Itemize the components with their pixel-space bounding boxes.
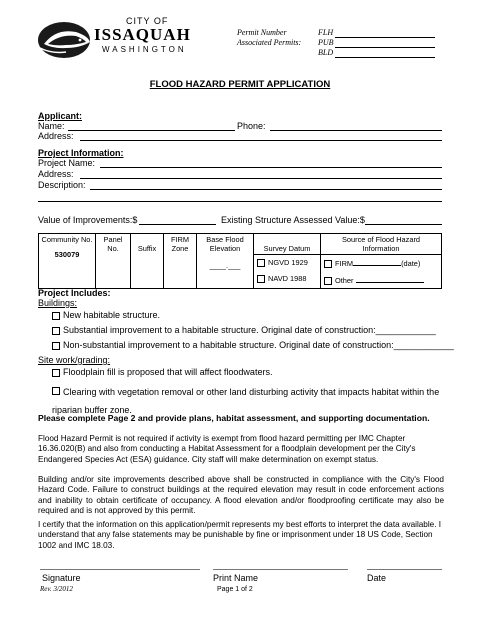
- building-option-substantial[interactable]: [52, 325, 436, 336]
- logo-city-of: CITY OF: [126, 16, 169, 26]
- permit-code-bld-field[interactable]: [335, 57, 435, 58]
- suffix-header: Suffix: [137, 244, 157, 253]
- clearing-checkbox[interactable]: [52, 387, 60, 395]
- structure-value-field[interactable]: [365, 224, 442, 225]
- permit-code-flh-field[interactable]: [335, 37, 435, 38]
- datum-option-navd[interactable]: [257, 274, 317, 283]
- suffix-cell[interactable]: [131, 234, 164, 289]
- firm-date-field[interactable]: [353, 258, 401, 266]
- survey-datum-header: Survey Datum: [263, 244, 311, 253]
- project-includes-heading: Project Includes:: [38, 288, 111, 298]
- page-number: Page 1 of 2: [217, 586, 253, 593]
- other-source-field[interactable]: [356, 275, 424, 283]
- project-name-label: Project Name:: [38, 158, 96, 168]
- print-name-field[interactable]: [213, 569, 348, 570]
- applicant-phone-field[interactable]: [270, 130, 442, 131]
- other-checkbox[interactable]: [324, 277, 332, 285]
- permit-number-label: Permit Number: [237, 28, 287, 37]
- new-structure-checkbox[interactable]: [52, 312, 60, 320]
- logo-city-name: ISSAQUAH: [94, 25, 191, 44]
- firm-zone-cell[interactable]: [164, 234, 197, 289]
- substantial-label: Substantial improvement to a habitable structure. Original date of construction:____________: [63, 325, 436, 335]
- navd-label: NAVD 1988: [268, 274, 307, 284]
- panel-cell[interactable]: [96, 234, 131, 289]
- compliance-paragraph: Building and/or site improvements described above shall be constructed in compliance with the City's Flood Hazard Code. Failure to construct buildings at the required elevation may result in code enforcement actions and inability to obtain certificate of occupancy. A flood elevation and/or floodproofing certificate may also be required and is not approved by this permit.: [38, 475, 444, 516]
- datum-option-ngvd[interactable]: [257, 258, 317, 267]
- buildings-label: Buildings:: [38, 298, 78, 308]
- fill-label: Floodplain fill is proposed that will affect floodwaters.: [63, 367, 273, 377]
- base-flood-value: ____.___: [209, 261, 241, 270]
- panel-header: Panel No.: [103, 235, 123, 253]
- project-description-field-2[interactable]: [38, 201, 442, 202]
- revision-label: Rev. 3/2012: [40, 585, 73, 593]
- permit-code-flh: FLH: [318, 28, 334, 37]
- fish-logo-icon: [36, 18, 96, 62]
- exemption-paragraph: Flood Hazard Permit is not required if activity is exempt from flood hazard permitting per IMC Chapter 16.36.020(B) and also from conducting a Habitat Assessment for a floodplain development per the City's Endangered Species Act (ESA) guidance. City staff will make determination on exempt status.: [38, 434, 416, 464]
- community-header: Community No.: [41, 235, 93, 244]
- firm-label: FIRM: [335, 259, 354, 268]
- improvements-value-field[interactable]: [139, 224, 216, 225]
- firm-date-label: (date): [401, 259, 421, 268]
- fill-checkbox[interactable]: [52, 369, 60, 377]
- community-cell: [39, 234, 96, 289]
- community-number: 530079: [54, 250, 80, 259]
- city-logo: [36, 16, 206, 66]
- clearing-label: Clearing with vegetation removal or other land disturbing activity that impacts habitat within the riparian buffer zone.: [52, 387, 440, 415]
- source-header: Source of Flood Hazard Information: [341, 235, 421, 253]
- applicant-phone-label: Phone:: [237, 121, 266, 131]
- building-option-new[interactable]: [52, 310, 160, 321]
- ngvd-label: NGVD 1929: [268, 258, 308, 267]
- applicant-name-label: Name:: [38, 121, 65, 131]
- nonsubstantial-label: Non-substantial improvement to a habitable structure. Original date of construction:____________: [63, 340, 454, 350]
- project-address-field[interactable]: [80, 178, 442, 179]
- page-title: FLOOD HAZARD PERMIT APPLICATION: [149, 79, 331, 90]
- applicant-address-label: Address:: [38, 131, 74, 141]
- signature-label: Signature: [42, 573, 81, 583]
- project-name-field[interactable]: [100, 167, 442, 168]
- survey-datum-header-cell: [254, 234, 321, 255]
- base-flood-cell[interactable]: [197, 234, 254, 289]
- applicant-name-field[interactable]: [68, 130, 235, 131]
- applicant-address-field[interactable]: [80, 140, 442, 141]
- permit-code-bld: BLD: [318, 48, 334, 57]
- notice-text: Please complete Page 2 and provide plans, habitat assessment, and supporting documentation.: [38, 413, 430, 423]
- substantial-checkbox[interactable]: [52, 327, 60, 335]
- source-option-other[interactable]: [324, 275, 438, 285]
- date-field[interactable]: [367, 569, 442, 570]
- project-description-label: Description:: [38, 180, 86, 190]
- new-structure-label: New habitable structure.: [63, 310, 161, 320]
- building-option-nonsubstantial[interactable]: [52, 340, 454, 351]
- flood-source-table: [38, 233, 442, 289]
- applicant-heading: Applicant:: [38, 111, 82, 121]
- permit-code-pub-field[interactable]: [335, 47, 435, 48]
- date-label: Date: [367, 573, 387, 583]
- signature-field[interactable]: [40, 569, 200, 570]
- firm-zone-header: FIRM Zone: [170, 235, 190, 253]
- source-option-firm[interactable]: [324, 258, 438, 268]
- firm-checkbox[interactable]: [324, 260, 332, 268]
- improvements-value-label: Value of Improvements:$: [38, 215, 138, 225]
- certification-paragraph: I certify that the information on this application/permit represents my best efforts to interpret the data available. I understand that any false statements may be punishable by fine or imprisonment under 18 US Code, Section 1002 and IMC 18.03.: [38, 520, 442, 550]
- site-work-label: Site work/grading:: [38, 355, 111, 365]
- project-address-label: Address:: [38, 169, 74, 179]
- nonsubstantial-checkbox[interactable]: [52, 342, 60, 350]
- source-options-cell: [321, 255, 442, 289]
- logo-state: WASHINGTON: [102, 45, 187, 54]
- ngvd-checkbox[interactable]: [257, 259, 265, 267]
- navd-checkbox[interactable]: [257, 275, 265, 283]
- project-info-heading: Project Information:: [38, 148, 124, 158]
- print-name-label: Print Name: [213, 573, 259, 583]
- other-label: Other: [335, 276, 354, 286]
- structure-value-label: Existing Structure Assessed Value:$: [221, 215, 365, 225]
- source-header-cell: [321, 234, 442, 255]
- project-description-field-1[interactable]: [90, 189, 442, 190]
- associated-permits-label: Associated Permits:: [237, 38, 302, 47]
- site-option-fill[interactable]: [52, 367, 272, 378]
- permit-code-pub: PUB: [318, 38, 334, 47]
- base-flood-header: Base Flood Elevation: [206, 235, 244, 253]
- datum-options-cell: [254, 255, 321, 289]
